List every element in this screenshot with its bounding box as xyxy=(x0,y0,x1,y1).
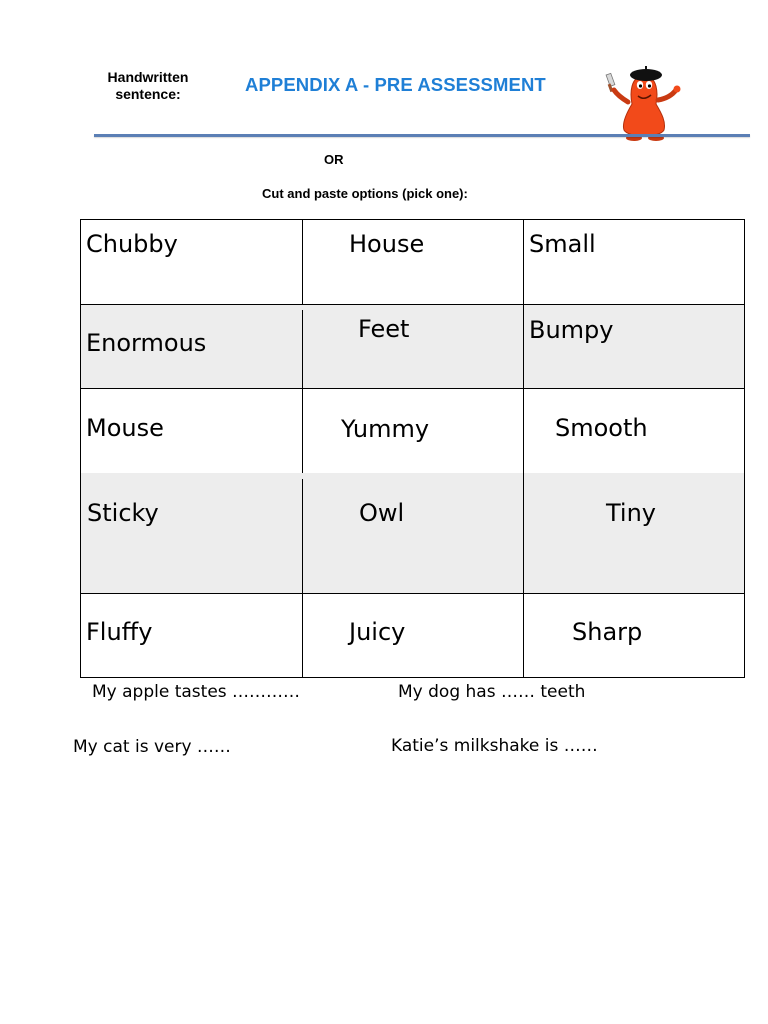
word-cell[interactable]: Yummy xyxy=(341,415,430,443)
grid-column-divider xyxy=(523,220,524,677)
sentence-prompt: My dog has …… teeth xyxy=(398,682,586,702)
grid-row-divider xyxy=(81,304,744,305)
word-cell[interactable]: Bumpy xyxy=(529,316,614,344)
word-cell[interactable]: Chubby xyxy=(86,230,178,258)
grid-column-divider xyxy=(302,310,303,473)
or-label: OR xyxy=(324,152,344,167)
grid-row-divider xyxy=(81,388,744,389)
grid-column-divider xyxy=(302,479,303,677)
word-cell[interactable]: Sticky xyxy=(87,499,159,527)
sentence-prompt: Katie’s milkshake is …… xyxy=(391,736,598,756)
word-cell[interactable]: Smooth xyxy=(555,414,648,442)
grid-row-divider xyxy=(81,593,744,594)
word-cell[interactable]: Enormous xyxy=(86,329,207,357)
word-cell[interactable]: Juicy xyxy=(349,618,406,646)
word-grid xyxy=(80,219,745,678)
header-rule xyxy=(94,134,750,137)
grid-row-shade xyxy=(81,473,744,594)
sentence-prompt: My cat is very …… xyxy=(73,737,231,757)
handwritten-sentence-label: Handwritten sentence: xyxy=(107,69,189,102)
mascot-illustration xyxy=(602,58,686,144)
word-cell[interactable]: Mouse xyxy=(86,414,164,442)
word-cell[interactable]: Small xyxy=(529,230,596,258)
word-cell[interactable]: Sharp xyxy=(572,618,643,646)
word-cell[interactable]: Owl xyxy=(359,499,405,527)
word-cell[interactable]: House xyxy=(349,230,425,258)
word-cell[interactable]: Tiny xyxy=(606,499,657,527)
grid-column-divider xyxy=(302,220,303,304)
page-title: APPENDIX A - PRE ASSESSMENT xyxy=(245,74,546,95)
word-cell[interactable]: Fluffy xyxy=(86,618,153,646)
sentence-prompt: My apple tastes ………… xyxy=(92,682,301,702)
cut-paste-instructions: Cut and paste options (pick one): xyxy=(262,186,468,201)
word-cell[interactable]: Feet xyxy=(358,315,410,343)
